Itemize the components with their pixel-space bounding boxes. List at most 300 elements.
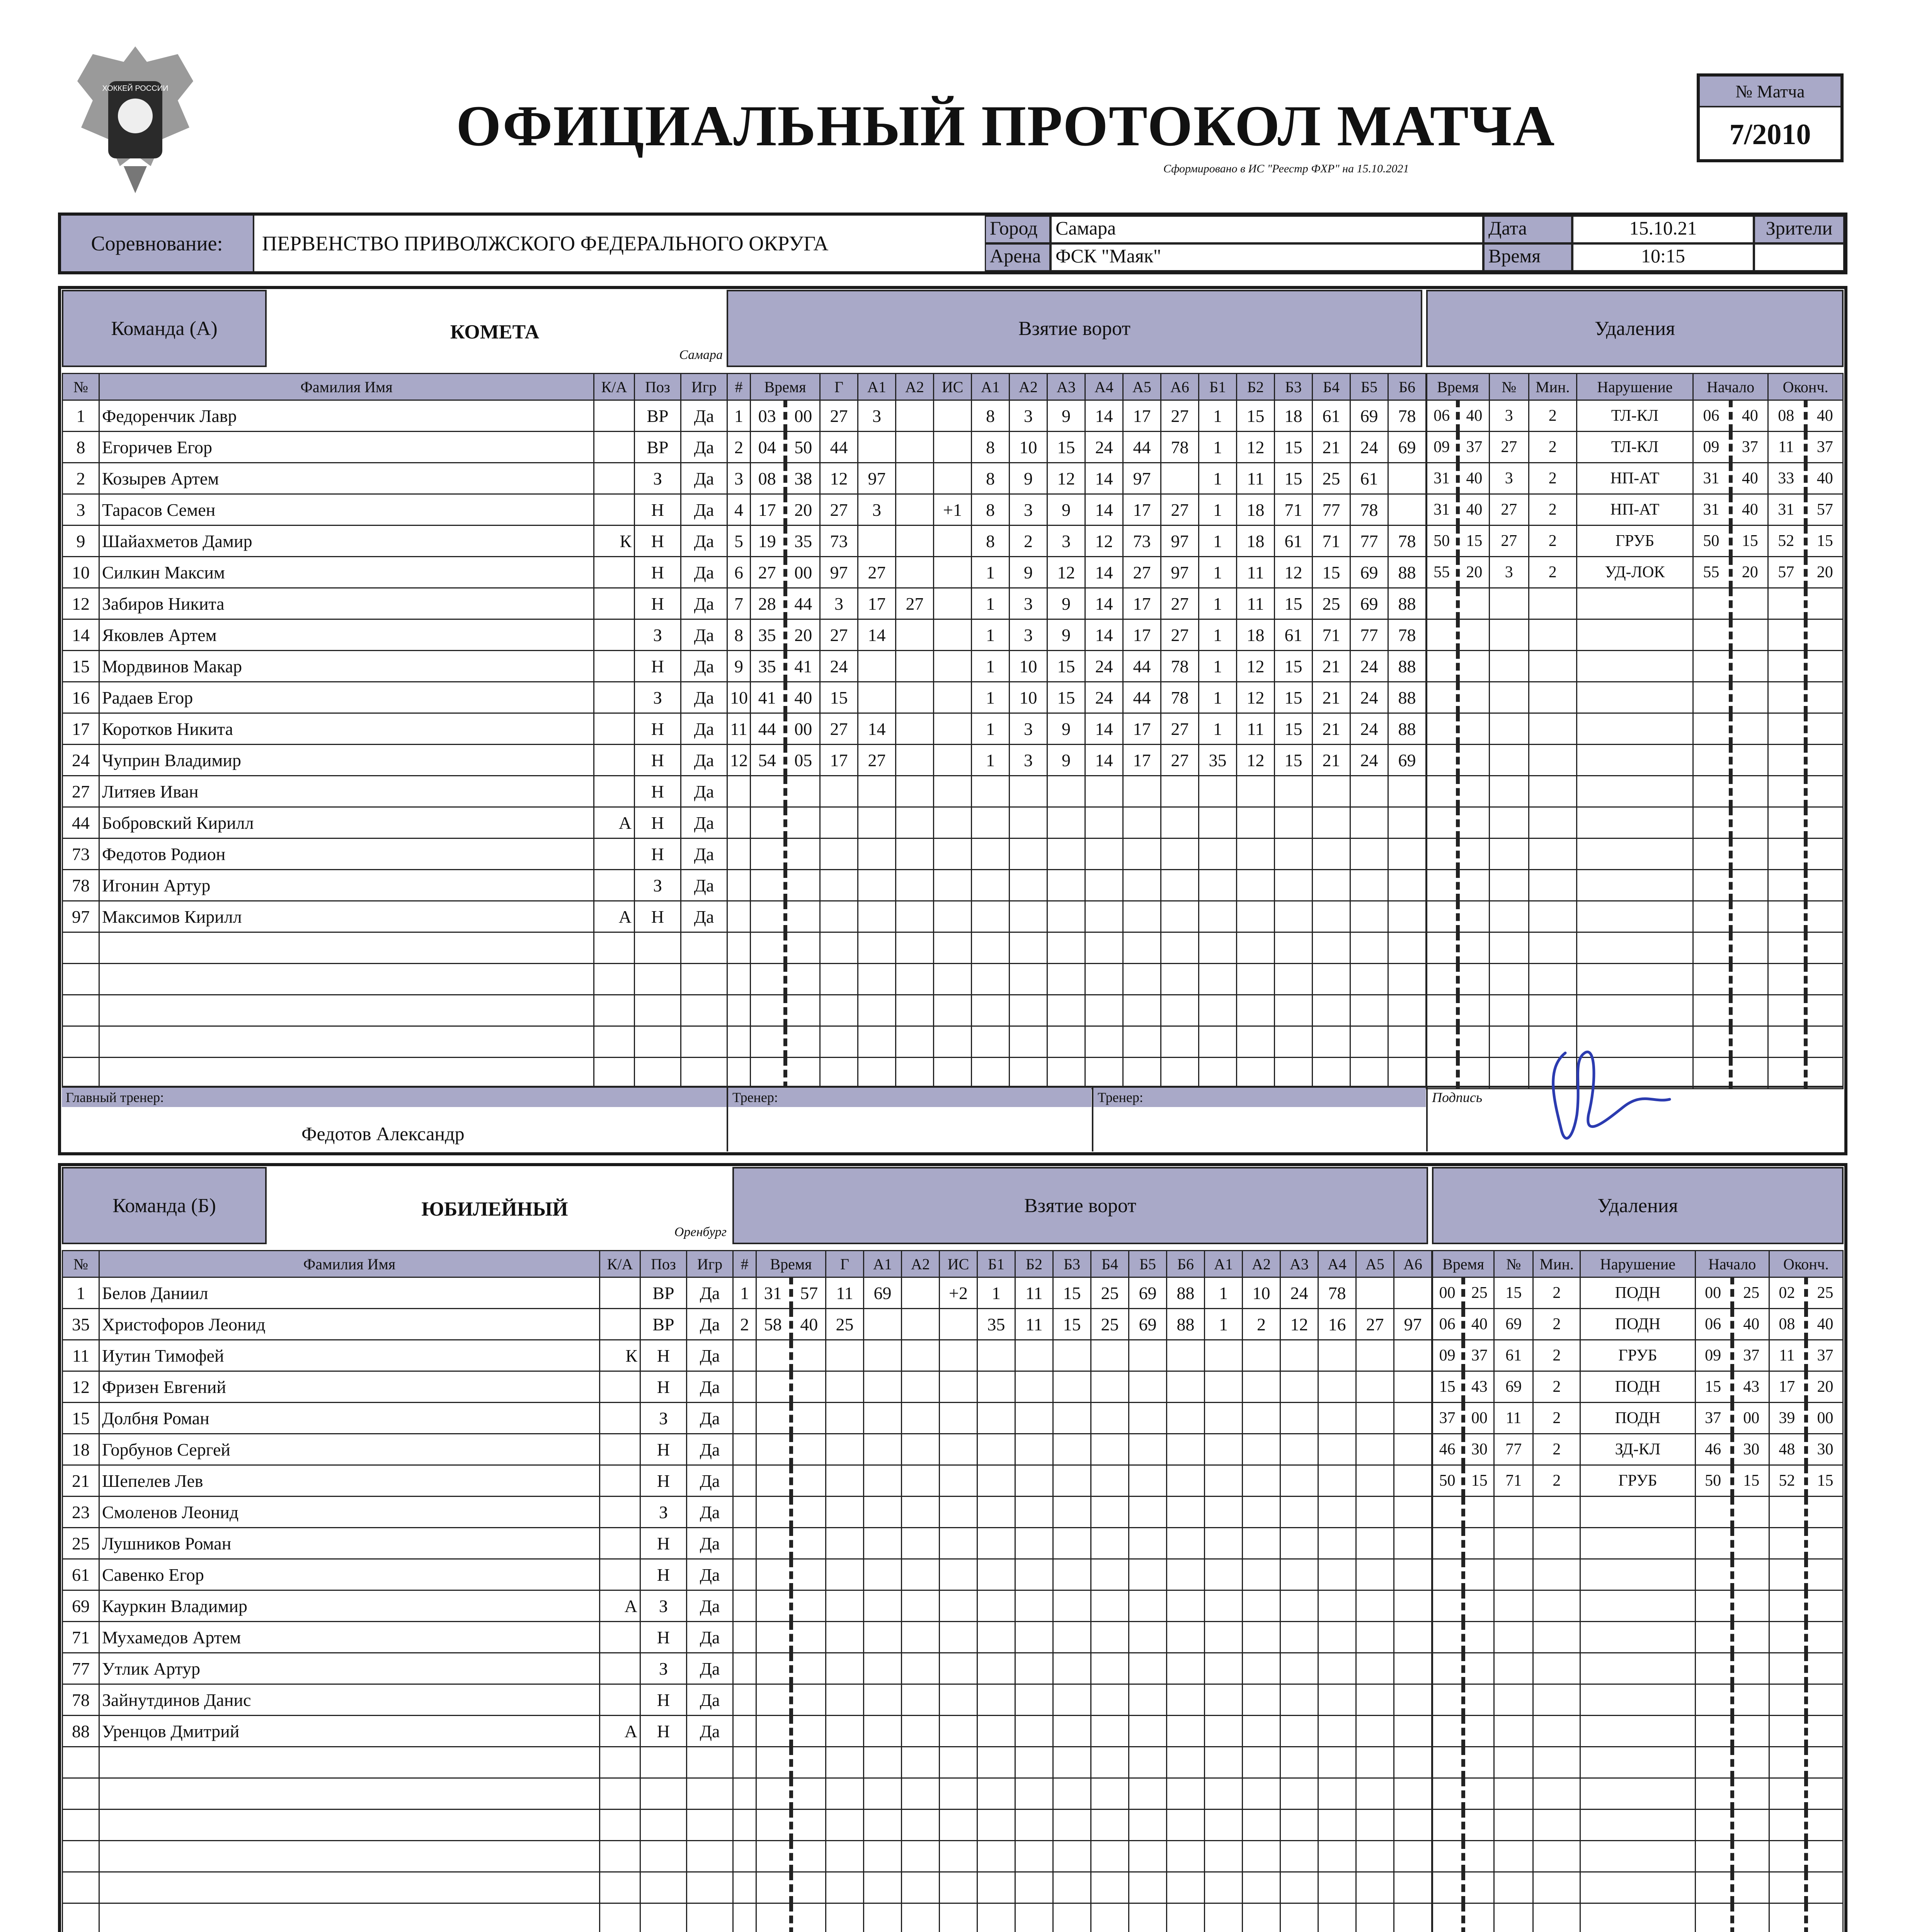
roster-cell: Да [687,1403,733,1434]
goal-cell [1199,776,1237,807]
penalty-cell: 46 [1433,1434,1464,1465]
goal-row [733,1778,1432,1810]
goal-cell [977,1810,1015,1841]
penalty-cell [1580,1559,1695,1590]
penalty-cell [1768,807,1806,838]
roster-cell: Лушников Роман [99,1528,600,1559]
goal-row [733,1747,1432,1778]
goal-cell [1313,1058,1350,1089]
goal-row [727,776,1426,807]
roster-cell: Силкин Максим [99,557,594,588]
penalty-cell [1768,713,1806,745]
goal-cell [1085,838,1123,870]
penalty-cell [1427,1058,1458,1089]
goal-cell [791,1434,826,1465]
team-a-coach1-label: Тренер: [732,1090,778,1105]
goal-cell [940,1747,977,1778]
goal-cell [858,932,896,964]
goal-cell [1350,1026,1388,1058]
goal-cell [1350,776,1388,807]
penalty-cell [1427,682,1458,713]
goal-cell [972,1058,1010,1089]
goal-cell [791,1371,826,1403]
penalty-cell [1806,1590,1843,1622]
penalty-cell: 15 [1806,526,1843,557]
goal-cell [1394,1277,1432,1309]
goal-cell [733,1465,756,1497]
goal-row [733,1716,1432,1747]
team-a-goals-title: Взятие ворот [727,290,1422,367]
roster-cell: Да [687,1309,733,1340]
goal-cell: 12 [1237,745,1275,776]
team-b-goals-table [732,1250,1432,1932]
goal-cell [820,932,858,964]
team-b-penalties-table [1432,1250,1844,1932]
roster-row [63,807,727,838]
goal-cell [934,682,972,713]
goal-cell: 12 [1047,463,1085,494]
goal-cell [1129,1622,1167,1653]
goal-cell [1129,1810,1167,1841]
goal-cell [1161,964,1199,995]
goal-cell: 17 [1123,588,1161,619]
roster-cell: Яковлев Артем [99,619,594,651]
goal-cell [1205,1841,1243,1872]
goal-cell [826,1371,864,1403]
roster-row [63,1841,733,1872]
goal-cell: 1 [1199,400,1237,432]
roster-row [63,1528,733,1559]
penalty-cell [1806,1747,1843,1778]
goal-cell [934,1058,972,1089]
roster-header-cell: Поз [640,1251,687,1277]
goal-row [733,1371,1432,1403]
penalty-cell: 17 [1769,1371,1806,1403]
penalty-row [1427,901,1843,932]
team-a-roster-table [62,373,728,1089]
penalty-cell: 09 [1427,432,1458,463]
penalty-cell [1577,807,1693,838]
goal-cell [751,807,785,838]
goal-cell [1015,1622,1053,1653]
roster-cell [687,1903,733,1932]
goal-cell: 15 [1237,400,1275,432]
roster-row [63,745,727,776]
roster-cell [600,1465,640,1497]
goal-cell [1356,1903,1394,1932]
goal-cell: 28 [751,588,785,619]
goal-cell [1318,1747,1356,1778]
penalty-cell [1427,807,1458,838]
goal-cell [896,1026,934,1058]
penalty-cell: 2 [1533,1371,1580,1403]
penalty-cell [1769,1622,1806,1653]
roster-cell: Н [640,1465,687,1497]
goal-cell [756,1403,791,1434]
goal-cell [864,1653,902,1684]
goal-row [733,1277,1432,1309]
penalty-cell [1806,619,1843,651]
goal-cell [972,932,1010,964]
penalty-cell: 50 [1433,1465,1464,1497]
roster-header-row [63,374,727,400]
roster-cell [99,1058,594,1089]
penalty-cell [1489,588,1529,619]
goal-cell [1091,1528,1129,1559]
penalty-cell: 15 [1695,1371,1732,1403]
goal-cell: 88 [1167,1309,1205,1340]
roster-cell [687,1841,733,1872]
penalty-cell [1577,964,1693,995]
goal-cell [1318,1559,1356,1590]
goal-cell [1129,1497,1167,1528]
goal-cell [977,1747,1015,1778]
penalty-cell [1806,1622,1843,1653]
penalty-cell [1533,1841,1580,1872]
roster-cell: Н [640,1684,687,1716]
goal-cell: 1 [972,713,1010,745]
goal-cell: 15 [1275,682,1313,713]
penalty-cell: 77 [1494,1434,1533,1465]
penalty-cell: 30 [1463,1434,1494,1465]
roster-cell: Мухамедов Артем [99,1622,600,1653]
goal-cell [1275,901,1313,932]
goal-cell [1010,1026,1047,1058]
roster-cell [594,432,635,463]
goal-cell [1318,1528,1356,1559]
roster-cell [63,964,99,995]
goal-row [727,1026,1426,1058]
penalty-cell: 15 [1494,1277,1533,1309]
penalty-cell: 30 [1732,1434,1769,1465]
goal-cell [1356,1371,1394,1403]
goal-cell: 00 [785,400,820,432]
penalty-cell: 37 [1695,1403,1732,1434]
penalty-cell [1806,1528,1843,1559]
goal-cell [1015,1716,1053,1747]
penalty-cell [1731,838,1768,870]
goal-cell [1237,870,1275,901]
penalty-row [1427,526,1843,557]
penalty-cell [1731,870,1768,901]
roster-cell [63,1058,99,1089]
roster-cell: Да [687,1465,733,1497]
goal-cell [826,1716,864,1747]
goal-cell [1388,463,1426,494]
roster-cell: Игонин Артур [99,870,594,901]
goal-cell: 1 [733,1277,756,1309]
penalty-cell [1731,932,1768,964]
roster-cell: Да [681,494,727,526]
goal-cell [756,1872,791,1903]
goal-cell [1394,1903,1432,1932]
goal-cell [1243,1559,1280,1590]
penalty-cell [1529,745,1577,776]
goal-cell: 69 [1350,400,1388,432]
roster-cell [594,995,635,1026]
goal-cell [751,964,785,995]
penalty-cell: 37 [1806,1340,1843,1371]
penalty-cell [1533,1872,1580,1903]
penalty-cell [1695,1497,1732,1528]
penalty-cell: 3 [1489,463,1529,494]
roster-cell: Да [687,1528,733,1559]
penalty-row [1433,1309,1843,1340]
roster-cell: Да [681,682,727,713]
goal-cell [864,1903,902,1932]
goal-cell [940,1528,977,1559]
goal-cell [1318,1371,1356,1403]
goal-cell [1243,1403,1280,1434]
roster-cell: Да [687,1497,733,1528]
spectators-value [1754,243,1844,271]
roster-cell [594,745,635,776]
goal-cell [1167,1371,1205,1403]
goal-cell [756,1528,791,1559]
penalty-row [1433,1559,1843,1590]
competition-name: ПЕРВЕНСТВО ПРИВОЛЖСКОГО ФЕДЕРАЛЬНОГО ОКРУГА [262,232,829,255]
goal-cell [1091,1841,1129,1872]
goal-cell: 77 [1350,619,1388,651]
penalty-cell: 27 [1489,526,1529,557]
goal-cell: 71 [1313,526,1350,557]
penalty-cell [1427,901,1458,932]
penalty-cell [1806,776,1843,807]
goal-cell [1047,1058,1085,1089]
roster-cell [99,1747,600,1778]
penalty-cell [1494,1622,1533,1653]
penalty-cell [1580,1747,1695,1778]
penalty-cell [1494,1716,1533,1747]
goal-cell: 15 [1275,588,1313,619]
goal-cell [756,1590,791,1622]
goal-cell [1394,1622,1432,1653]
penalty-cell [1806,682,1843,713]
goal-cell [1053,1559,1091,1590]
roster-cell: 25 [63,1528,99,1559]
goal-cell: 61 [1275,619,1313,651]
penalty-cell: 08 [1768,400,1806,432]
penalty-row [1427,964,1843,995]
goal-cell [1129,1465,1167,1497]
penalty-cell: 09 [1695,1340,1732,1371]
goal-cell: 12 [1237,651,1275,682]
team-a-head-coach-label: Главный тренер: [66,1090,164,1105]
penalty-cell [1580,1841,1695,1872]
roster-row [63,932,727,964]
goal-cell: 24 [1085,682,1123,713]
goal-cell [733,1716,756,1747]
roster-cell: Н [635,651,681,682]
roster-cell: Да [687,1340,733,1371]
roster-cell: 9 [63,526,99,557]
roster-cell [594,494,635,526]
roster-header-cell: № [63,374,99,400]
goal-cell [1313,901,1350,932]
goal-cell: 3 [727,463,751,494]
roster-cell [594,651,635,682]
roster-cell: Н [640,1528,687,1559]
goal-cell [727,838,751,870]
goal-cell: 21 [1313,651,1350,682]
goal-cell: 27 [1161,494,1199,526]
penalty-cell [1463,1684,1494,1716]
team-a-name: КОМЕТА [450,321,540,343]
goal-cell: 41 [751,682,785,713]
goal-cell [864,1434,902,1465]
goal-cell: 00 [785,557,820,588]
penalty-cell: ТЛ-КЛ [1577,432,1693,463]
goal-cell [1161,463,1199,494]
goals-header-cell: А6 [1161,374,1199,400]
roster-cell [594,838,635,870]
match-number-box [1697,73,1844,162]
penalty-row [1427,400,1843,432]
goal-cell [1091,1684,1129,1716]
penalty-cell [1577,713,1693,745]
goal-cell [1280,1716,1318,1747]
goal-cell [1275,964,1313,995]
goal-cell [858,901,896,932]
goal-cell [1085,1026,1123,1058]
goal-row [727,557,1426,588]
roster-cell: Н [635,526,681,557]
goal-cell [1053,1622,1091,1653]
penalty-cell [1463,1872,1494,1903]
roster-header-cell: К/А [600,1251,640,1277]
roster-header-cell: № [63,1251,99,1277]
goal-cell: 04 [751,432,785,463]
goal-cell [1388,838,1426,870]
goal-cell: 14 [1085,463,1123,494]
roster-cell [600,1653,640,1684]
goal-cell [733,1747,756,1778]
goal-row [733,1841,1432,1872]
goal-cell [1015,1403,1053,1434]
penalty-cell [1529,995,1577,1026]
roster-cell [635,995,681,1026]
penalty-cell [1533,1622,1580,1653]
goal-cell [1167,1340,1205,1371]
penalty-cell: 40 [1731,400,1768,432]
goal-cell: 1 [1199,713,1237,745]
penalty-cell [1533,1684,1580,1716]
goal-cell [1313,964,1350,995]
goal-cell [733,1590,756,1622]
penalty-cell [1463,1841,1494,1872]
goals-header-cell: А2 [1010,374,1047,400]
roster-cell [640,1778,687,1810]
goal-cell [1010,776,1047,807]
penalty-cell [1693,1026,1731,1058]
goal-cell [1161,932,1199,964]
goal-cell [1199,995,1237,1026]
goal-cell [1205,1622,1243,1653]
roster-cell: Федотов Родион [99,838,594,870]
penalty-cell [1693,776,1731,807]
goal-cell: 21 [1313,745,1350,776]
goal-cell [864,1528,902,1559]
penalty-cell [1529,619,1577,651]
goal-cell [1350,901,1388,932]
roster-cell: Да [681,557,727,588]
goal-cell: 77 [1313,494,1350,526]
goal-cell: 18 [1237,526,1275,557]
penalty-cell [1580,1903,1695,1932]
goal-cell [1015,1528,1053,1559]
penalty-cell [1533,1653,1580,1684]
penalty-cell [1731,651,1768,682]
goal-cell [1280,1747,1318,1778]
goal-cell [940,1465,977,1497]
goal-cell [864,1590,902,1622]
roster-row [63,1497,733,1528]
roster-cell [63,932,99,964]
penalty-cell [1433,1590,1464,1622]
penalties-header-cell: Оконч. [1769,1251,1843,1277]
goal-cell [934,838,972,870]
roster-cell: 11 [63,1340,99,1371]
penalty-cell: 06 [1427,400,1458,432]
penalty-cell [1529,901,1577,932]
penalty-cell [1806,1903,1843,1932]
goal-row [727,588,1426,619]
penalty-cell: 31 [1693,463,1731,494]
penalty-cell: 31 [1427,463,1458,494]
penalty-cell [1458,651,1489,682]
roster-cell: 16 [63,682,99,713]
roster-row [63,964,727,995]
penalty-cell [1806,807,1843,838]
penalty-cell [1693,745,1731,776]
penalty-cell: УД-ЛОК [1577,557,1693,588]
penalty-cell [1489,807,1529,838]
penalty-row [1427,807,1843,838]
roster-cell: К [594,526,635,557]
goal-cell [785,1026,820,1058]
penalty-cell: 33 [1768,463,1806,494]
penalty-cell [1695,1559,1732,1590]
goal-cell [1091,1747,1129,1778]
goal-cell: 44 [785,588,820,619]
roster-header-cell: Фамилия Имя [99,374,594,400]
penalty-cell [1732,1841,1769,1872]
roster-cell [594,682,635,713]
roster-cell [687,1872,733,1903]
roster-row [63,1903,733,1932]
penalty-cell [1458,1058,1489,1089]
goal-row [727,807,1426,838]
goal-cell [785,807,820,838]
penalty-cell: 37 [1731,432,1768,463]
roster-cell [63,1026,99,1058]
goals-header-cell: А1 [972,374,1010,400]
penalty-cell [1577,901,1693,932]
goal-cell: 57 [791,1277,826,1309]
penalty-cell [1806,1559,1843,1590]
goal-cell [940,1559,977,1590]
penalty-cell [1768,964,1806,995]
penalty-cell [1580,1684,1695,1716]
goal-cell: 44 [1123,682,1161,713]
goals-header-cell: Г [820,374,858,400]
penalty-cell [1427,1026,1458,1058]
goal-cell: 15 [1313,557,1350,588]
goal-cell: 5 [727,526,751,557]
penalty-cell: 2 [1529,557,1577,588]
penalty-cell [1433,1810,1464,1841]
goal-cell: 17 [1123,619,1161,651]
